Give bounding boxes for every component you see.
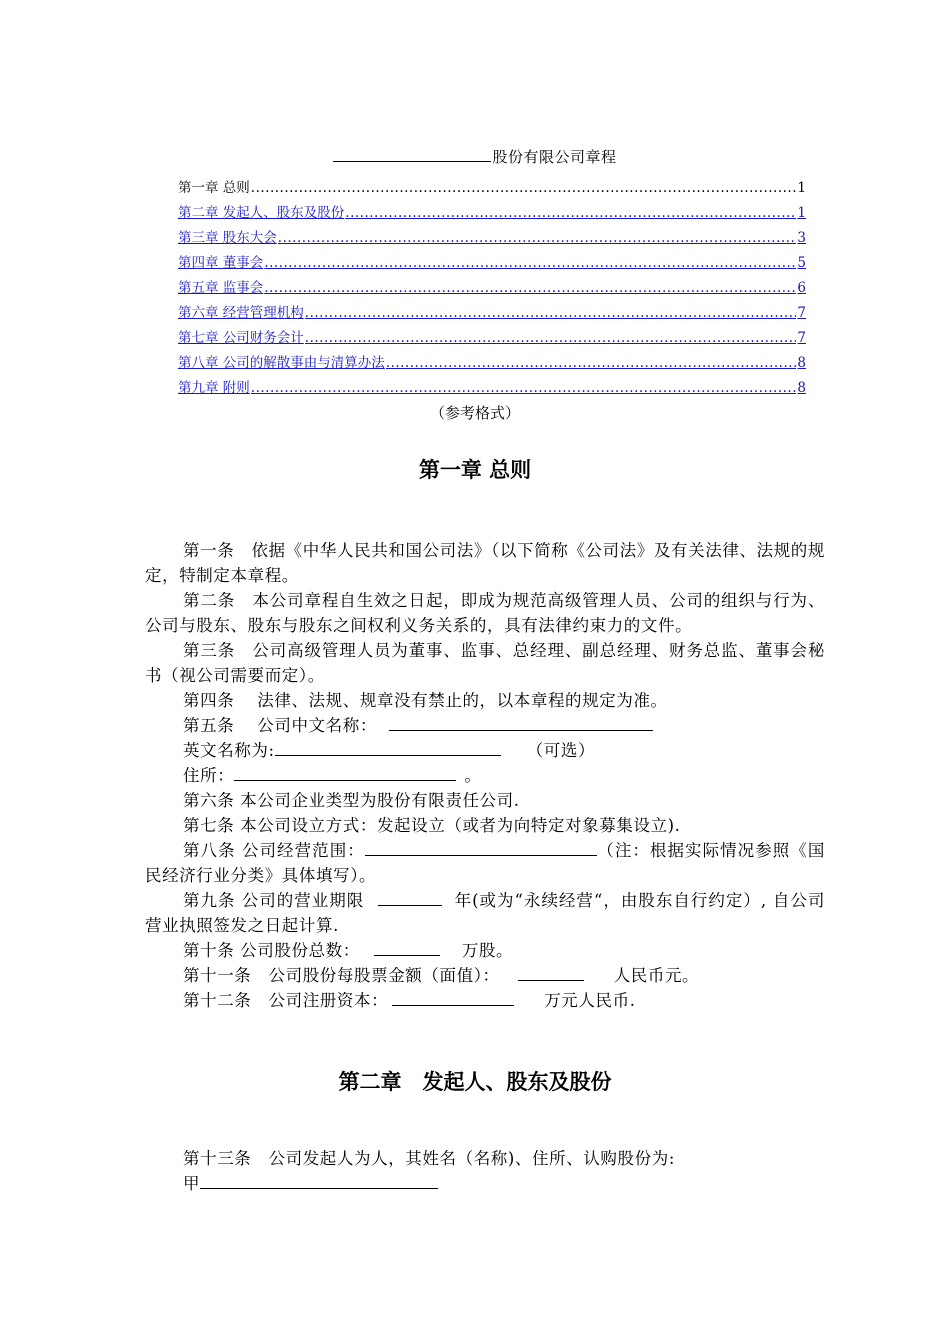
term-label: 第九条 公司的营业期限: [183, 891, 365, 910]
par-value-unit: 人民币元。: [613, 966, 700, 985]
address-blank: [234, 764, 456, 781]
toc-item-8[interactable]: [178, 351, 806, 376]
company-name-blank: [333, 147, 491, 162]
reference-format-note: （参考格式）: [429, 404, 520, 422]
chapter-2-body: [145, 1146, 825, 1196]
article-4: 第四条 法律、法规、规章没有禁止的，以本章程的规定为准。: [183, 691, 668, 710]
article-5-label: 第五条 公司中文名称：: [183, 716, 377, 735]
article-10: [145, 938, 825, 963]
toc-page[interactable]: 7: [797, 330, 806, 346]
toc-label[interactable]: 第四章 董事会: [178, 255, 264, 271]
registered-capital-label: 第十二条 公司注册资本：: [183, 991, 389, 1010]
article-1: 第一条 依据《中华人民共和国公司法》（以下简称《公司法》及有关法律、法规的规定，特制定本章程。: [145, 541, 825, 585]
total-shares-label: 第十条 公司股份总数：: [183, 941, 360, 960]
founder-label: 甲: [183, 1174, 201, 1193]
toc-leader: [264, 280, 796, 296]
toc-item-7[interactable]: [178, 326, 806, 351]
article-11: [145, 963, 825, 988]
business-scope-note: （注：根据实际情况参照《国民经济行业分类》具体填写）。: [145, 841, 825, 885]
par-value-blank: [518, 964, 584, 981]
toc-label[interactable]: 第八章 公司的解散事由与清算办法: [178, 355, 385, 371]
toc-label[interactable]: 第七章 公司财务会计: [178, 330, 304, 346]
article-7: 第七条 本公司设立方式：发起设立（或者为向特定对象募集设立).: [183, 816, 681, 835]
toc-item-9[interactable]: [178, 376, 806, 401]
article-13: 第十三条 公司发起人为人，其姓名（名称)、住所、认购股份为:: [183, 1149, 675, 1168]
address-end: 。: [464, 766, 482, 785]
toc-label: 第一章 总则: [178, 180, 250, 196]
article-12: [145, 988, 825, 1013]
toc-leader: [251, 180, 797, 196]
business-scope-label: 第八条 公司经营范围：: [183, 841, 365, 860]
article-9: [145, 888, 825, 938]
toc-label[interactable]: 第九章 附则: [178, 380, 250, 396]
toc-page[interactable]: 8: [797, 355, 806, 371]
total-shares-blank: [374, 939, 440, 956]
founder-blank: [200, 1172, 438, 1189]
registered-capital-unit: 万元人民币.: [544, 991, 636, 1010]
business-scope-blank: [365, 839, 597, 856]
chapter-1-body: [145, 538, 825, 1013]
toc-item-1: [178, 176, 806, 201]
toc-page[interactable]: 7: [797, 305, 806, 321]
english-name-blank: [275, 739, 501, 756]
document-title-text: 股份有限公司章程: [492, 148, 617, 166]
toc-page[interactable]: 8: [797, 380, 806, 396]
document-title: [0, 146, 950, 167]
toc-leader: [345, 205, 796, 221]
toc-leader: [251, 380, 797, 396]
toc-item-2[interactable]: [178, 201, 806, 226]
toc-label[interactable]: 第六章 经营管理机构: [178, 305, 304, 321]
term-note: 年(或为“永续经营“，由股东自行约定）, 自公司营业执照签发之日起计算.: [145, 891, 825, 935]
toc-leader: [305, 305, 797, 321]
chapter-2-heading: 第二章 发起人、股东及股份: [338, 1070, 612, 1094]
toc-page[interactable]: 1: [797, 205, 806, 221]
toc-label[interactable]: 第三章 股东大会: [178, 230, 277, 246]
registered-capital-blank: [392, 989, 514, 1006]
article-8: [145, 838, 825, 888]
article-2: 第二条 本公司章程自生效之日起，即成为规范高级管理人员、公司的组织与行为、公司与股东、股东与股东之间权利义务关系的，具有法律约束力的文件。: [145, 591, 825, 635]
toc-item-3[interactable]: [178, 226, 806, 251]
table-of-contents: [178, 176, 806, 401]
toc-item-5[interactable]: [178, 276, 806, 301]
article-5-english-name: [145, 738, 825, 763]
english-name-label: 英文名称为:: [183, 741, 275, 760]
toc-page[interactable]: 3: [797, 230, 806, 246]
toc-page[interactable]: 6: [797, 280, 806, 296]
term-blank: [378, 889, 442, 906]
toc-item-4[interactable]: [178, 251, 806, 276]
toc-item-6[interactable]: [178, 301, 806, 326]
article-5-chinese-name: [145, 713, 825, 738]
par-value-label: 第十一条 公司股份每股票金额（面值）：: [183, 966, 500, 985]
article-6: 第六条 本公司企业类型为股份有限责任公司.: [183, 791, 520, 810]
address-label: 住所：: [183, 766, 235, 785]
toc-leader: [264, 255, 796, 271]
chinese-name-blank: [389, 714, 653, 731]
toc-leader: [305, 330, 797, 346]
article-3: 第三条 公司高级管理人员为董事、监事、总经理、副总经理、财务总监、董事会秘书（视公司需要而定）。: [145, 641, 825, 685]
toc-page: 1: [797, 180, 806, 196]
chapter-1-heading: 第一章 总则: [418, 458, 532, 482]
toc-leader: [386, 355, 797, 371]
total-shares-unit: 万股。: [461, 941, 514, 960]
toc-leader: [278, 230, 797, 246]
toc-page[interactable]: 5: [797, 255, 806, 271]
optional-note: （可选）: [526, 741, 596, 760]
toc-label[interactable]: 第五章 监事会: [178, 280, 264, 296]
article-5-address: [145, 763, 825, 788]
founder-jia: [145, 1171, 825, 1196]
toc-label[interactable]: 第二章 发起人、股东及股份: [178, 205, 345, 221]
